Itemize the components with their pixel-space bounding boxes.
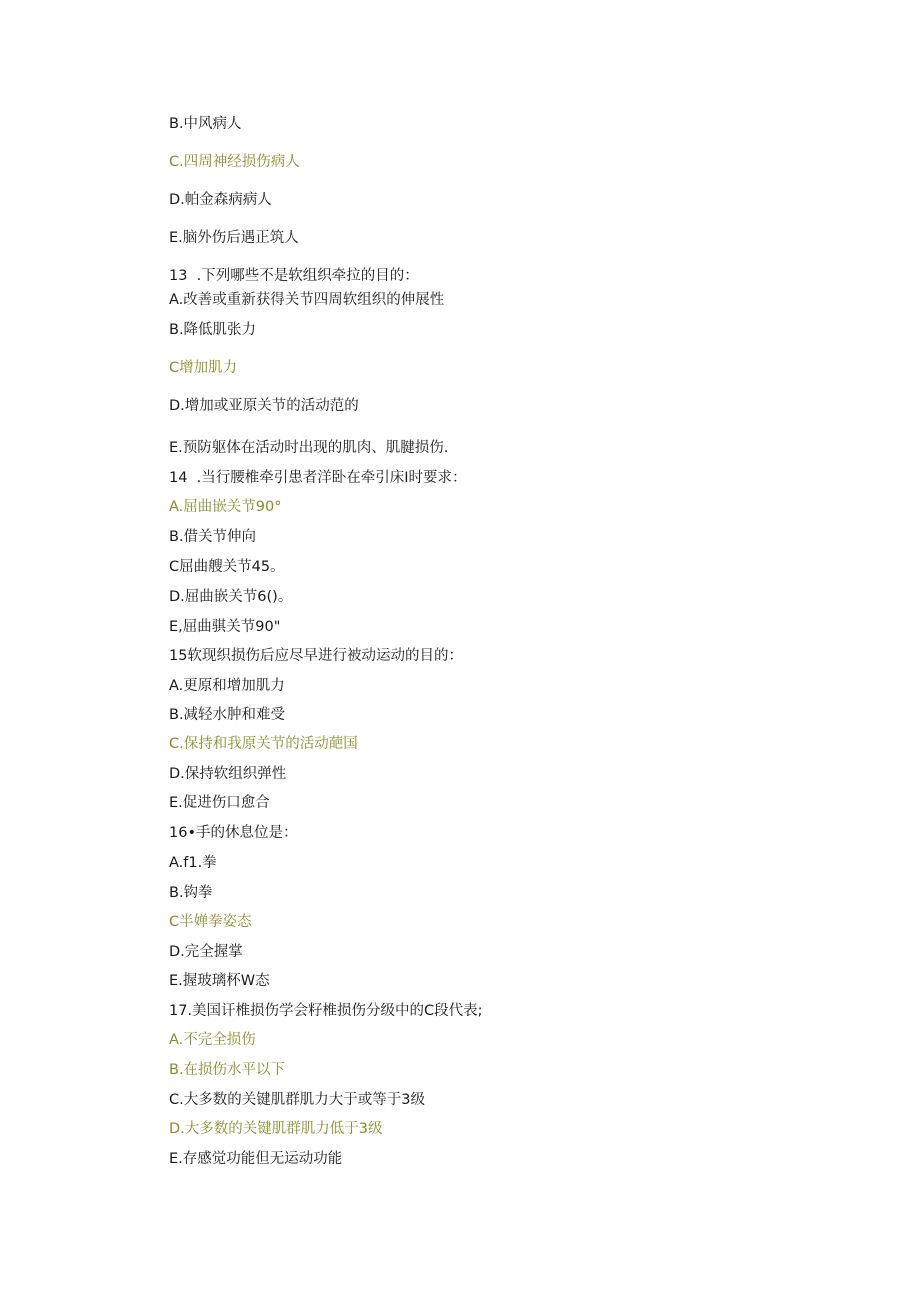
option-line: A.f1.拳: [169, 855, 217, 871]
option-line: A.更原和增加肌力: [169, 678, 285, 694]
answer-line: A.不完全损伤: [169, 1032, 256, 1048]
option-line: E.脑外伤后遇正筑人: [169, 230, 299, 246]
option-line: E,屈曲骐关节90": [169, 619, 281, 635]
question-line: 14 .当行腰椎牵引患者洋卧在牵引床I时要求：: [169, 470, 467, 486]
answer-line: C.保持和我原关节的活动葩国: [169, 736, 358, 752]
question-line: 15软现织损伤后应尽早进行被动运动的目的：: [169, 648, 463, 664]
option-line: B.降低肌张力: [169, 322, 257, 338]
option-line: E.预防躯体在活动时出现的肌肉、肌腱损伤.: [169, 440, 449, 456]
answer-line: C.四周神经损伤病人: [169, 154, 300, 170]
option-line: B.减轻水肿和难受: [169, 707, 286, 723]
question-line: 16•手的休息位是：: [169, 825, 298, 841]
question-line: 17.美国讦椎损伤学会籽椎损伤分级中的C段代表;: [169, 1003, 483, 1019]
question-line: 13 .下列哪些不是软组织牵拉的目的：: [169, 268, 419, 284]
answer-line: C半婵拳姿态: [169, 914, 252, 930]
option-line: D.保持软组织弹性: [169, 766, 287, 782]
option-line: E.存感觉功能但无运动功能: [169, 1151, 343, 1167]
option-line: A.改善或重新获得关节四周软组织的伸展性: [169, 292, 445, 308]
answer-line: B.在损伤水平以下: [169, 1062, 286, 1078]
option-line: D.帕金森病病人: [169, 192, 272, 208]
option-line: E.握玻璃杯W态: [169, 973, 270, 989]
answer-line: D.大多数的关键肌群肌力低于3级: [169, 1121, 383, 1137]
option-line: C屈曲艘关节45。: [169, 559, 285, 575]
answer-line: A.屈曲嵌关节90°: [169, 499, 282, 515]
answer-line: C增加肌力: [169, 360, 238, 376]
option-line: D.屈曲嵌关节6()。: [169, 589, 293, 605]
option-line: D.增加或亚原关节的活动范的: [169, 398, 359, 414]
option-line: B.中风病人: [169, 116, 242, 132]
option-line: D.完全握掌: [169, 944, 243, 960]
option-line: B.借关节伸向: [169, 529, 257, 545]
option-line: B.钩拳: [169, 885, 213, 901]
option-line: C.大多数的关键肌群肌力大于或等于3级: [169, 1092, 425, 1108]
option-line: E.促进伤口愈合: [169, 795, 270, 811]
